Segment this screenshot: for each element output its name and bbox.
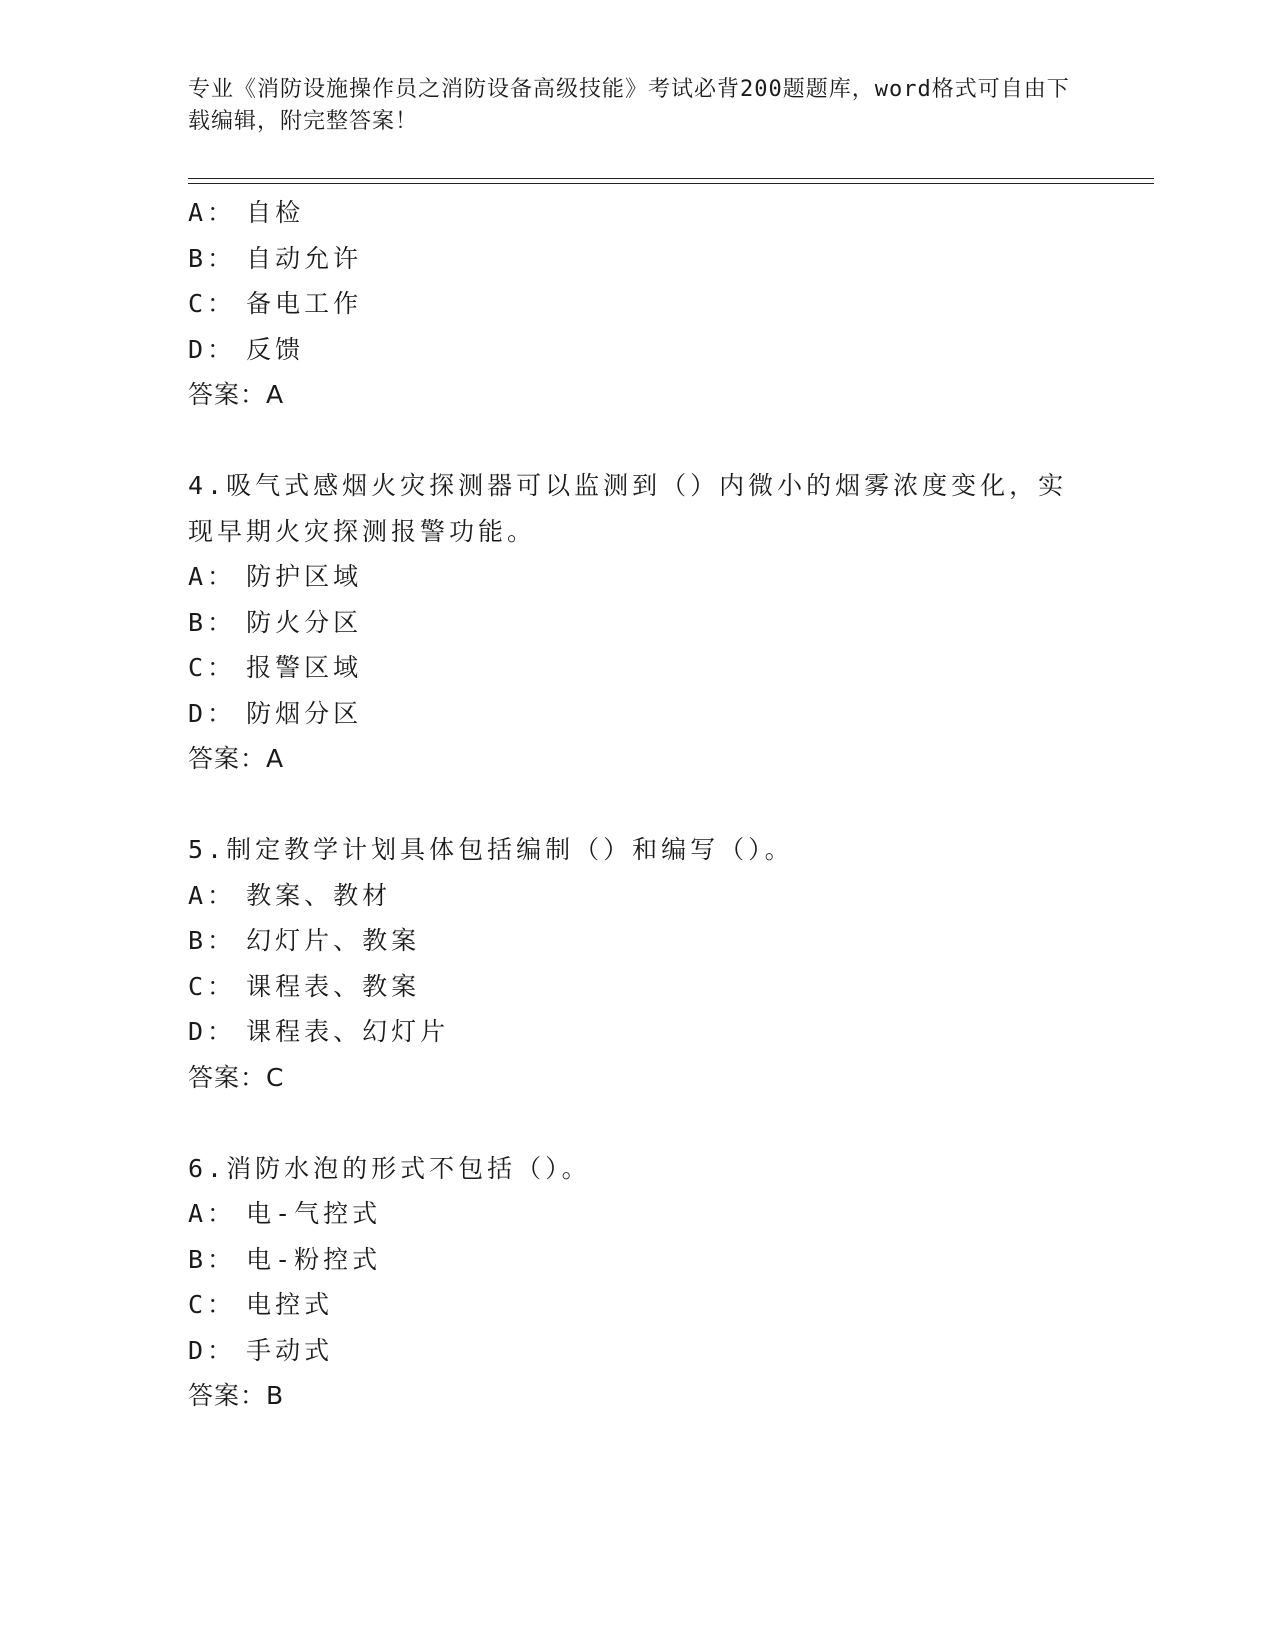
option-b — [188, 918, 1088, 964]
option-d — [188, 327, 1088, 373]
option-letter: A： — [188, 880, 237, 910]
option-letter: B： — [188, 243, 237, 273]
option-text: 自检 — [246, 198, 305, 227]
option-letter: C： — [188, 971, 237, 1001]
option-d — [188, 1009, 1088, 1055]
option-text: 教案、教材 — [246, 880, 392, 910]
option-c — [188, 281, 1088, 327]
option-a — [188, 554, 1088, 600]
option-text: 备电工作 — [246, 289, 363, 318]
option-b — [188, 1237, 1088, 1283]
option-c — [188, 964, 1088, 1010]
option-text: 自动允许 — [246, 243, 363, 273]
option-b — [188, 600, 1088, 646]
option-text: 课程表、幻灯片 — [246, 1017, 450, 1046]
option-text: 手动式 — [246, 1335, 334, 1365]
question-text: 5.制定教学计划具体包括编制（）和编写（）。 — [188, 835, 794, 864]
option-letter: A： — [188, 1199, 237, 1228]
option-letter: D： — [188, 334, 237, 364]
option-a — [188, 1191, 1088, 1237]
answer-line: 答案：A — [188, 744, 285, 773]
option-letter: C： — [188, 289, 237, 318]
question-block-3 — [188, 190, 1088, 418]
option-b — [188, 236, 1088, 282]
header-divider-bottom — [188, 183, 1154, 184]
option-letter: B： — [188, 926, 237, 955]
option-letter: C： — [188, 653, 237, 682]
option-text: 防烟分区 — [246, 698, 363, 728]
option-letter: B： — [188, 1244, 237, 1274]
spacer — [188, 1100, 1088, 1146]
answer-line: 答案：B — [188, 1381, 285, 1410]
option-a — [188, 190, 1088, 236]
option-text: 电-粉控式 — [246, 1244, 382, 1274]
option-text: 反馈 — [246, 334, 305, 364]
spacer — [188, 418, 1088, 464]
option-text: 防护区域 — [246, 562, 363, 591]
question-block-6 — [188, 1146, 1088, 1419]
option-d — [188, 1328, 1088, 1374]
option-letter: C： — [188, 1290, 237, 1319]
option-text: 报警区域 — [246, 653, 363, 682]
question-block-5 — [188, 827, 1088, 1100]
option-text: 幻灯片、教案 — [246, 926, 421, 955]
option-c — [188, 645, 1088, 691]
document-title: 专业《消防设施操作员之消防设备高级技能》考试必背200题题库，word格式可自由下载编辑，附完整答案！ — [188, 77, 1070, 134]
option-d — [188, 691, 1088, 737]
question-list — [188, 190, 1088, 1419]
question-text: 6.消防水泡的形式不包括（）。 — [188, 1153, 591, 1183]
question-block-4 — [188, 463, 1088, 782]
option-letter: D： — [188, 698, 237, 728]
option-letter: B： — [188, 607, 237, 637]
option-text: 电控式 — [246, 1290, 334, 1319]
option-letter: D： — [188, 1335, 237, 1365]
option-letter: A： — [188, 198, 237, 227]
spacer — [188, 782, 1088, 828]
option-text: 防火分区 — [246, 607, 363, 637]
answer-line: 答案：C — [188, 1062, 285, 1092]
option-a — [188, 873, 1088, 919]
header-divider-top — [188, 178, 1154, 179]
question-text: 4.吸气式感烟火灾探测器可以监测到（）内微小的烟雾浓度变化，实现早期火灾探测报警功能。 — [188, 471, 1068, 546]
option-text: 课程表、教案 — [246, 971, 421, 1001]
option-text: 电-气控式 — [246, 1199, 382, 1228]
option-letter: D： — [188, 1017, 237, 1046]
answer-line: 答案：A — [188, 380, 285, 409]
option-letter: A： — [188, 562, 237, 591]
option-c — [188, 1282, 1088, 1328]
